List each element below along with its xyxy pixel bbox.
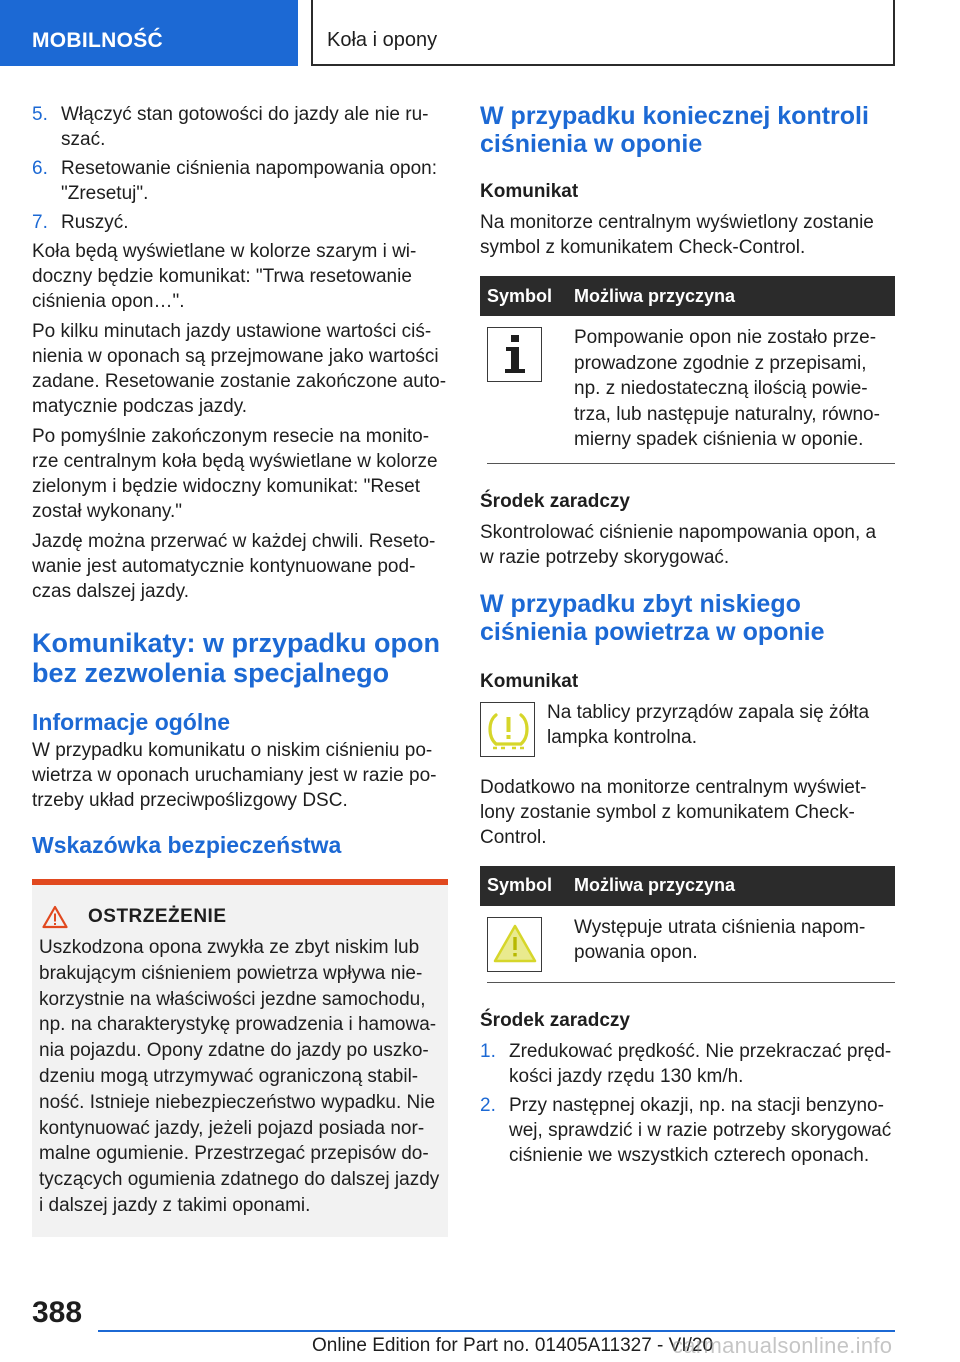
list-item <box>32 210 448 235</box>
list-item <box>480 1093 895 1168</box>
step-number: 7. <box>32 212 48 233</box>
column-header-cause: Możliwa przyczyna <box>574 285 736 306</box>
indicator-text: Na tablicy przyrządów zapala się żółta lampka kontrolna. <box>547 701 870 748</box>
step-text: Przy następnej okazji, np. na stacji benzyno-wej, sprawdzić i w razie potrzeby skorygować ciśnienie we wszystkich czterech oponach. <box>509 1094 892 1166</box>
indicator-row <box>480 700 895 757</box>
step-text: Resetowanie ciśnienia napompowania opon: "Zresetuj". <box>61 158 438 204</box>
watermark: carmanualsonline.info <box>672 1333 893 1358</box>
step-text: Włączyć stan gotowości do jazdy ale nie ru-szać. <box>61 104 429 150</box>
symbol-table-2 <box>480 866 895 983</box>
remedy-text: Skontrolować ciśnienie napompowania opon, a w razie potrzeby skorygować. <box>480 521 877 568</box>
table-header <box>480 866 895 906</box>
paragraph: Po pomyślnie zakończonym resecie na monito-rze centralnym koła będą wyświetlane w kolorze zielonym i będzie widoczny komunikat: "Reset został wykonany." <box>32 426 438 522</box>
message-label: Komunikat <box>480 670 579 692</box>
warning-box <box>32 879 448 1237</box>
cause-text: Występuje utrata ciśnienia napom-powania opon. <box>574 916 866 963</box>
paragraph: Po kilku minutach jazdy ustawione wartości ciś-nienia w oponach są przejmowane jako wartości zadane. Resetowanie zostanie zakończone auto-matycznie podczas jazdy. <box>32 321 447 417</box>
general-info-text: W przypadku komunikatu o niskim ciśnieniu po-wietrza w oponach uruchamiany jest w razie po-trzeby układ przeciwpoślizgowy DSC. <box>32 740 437 811</box>
footer-divider <box>98 1330 895 1332</box>
column-header-symbol: Symbol <box>487 285 553 306</box>
cause-text: Pompowanie opon nie zostało prze-prowadzone zgodnie z przepisami, np. z niedostateczną ilością powie-trza, lub następuje naturalny, równo-mierny spadek ciśnienia w oponie. <box>574 327 880 450</box>
right-column <box>480 102 895 1172</box>
table-row <box>487 316 895 464</box>
heading-safety-note: Wskazówka bezpieczeństwa <box>32 832 342 858</box>
message-text: Dodatkowo na monitorze centralnym wyświet-lony zostanie symbol z komunikatem Check-Control. <box>480 776 867 848</box>
tpms-warning-icon <box>480 702 535 757</box>
left-column <box>32 102 448 1237</box>
list-item <box>480 1039 895 1089</box>
column-header-symbol: Symbol <box>487 875 553 895</box>
heading-pressure-check: W przypadku koniecznej kontroli ciśnienia w oponie <box>480 102 869 158</box>
column-header-cause: Możliwa przyczyna <box>574 875 736 895</box>
info-icon <box>487 327 542 382</box>
step-number: 2. <box>480 1094 496 1116</box>
edition-text: Online Edition for Part no. 01405A11327 - VI/20 <box>312 1335 714 1356</box>
list-item <box>32 156 448 206</box>
warning-title: OSTRZEŻENIE <box>88 906 227 927</box>
message-text: Na monitorze centralnym wyświetlony zostanie symbol z komunikatem Check-Control. <box>480 212 874 258</box>
symbol-table-1 <box>480 276 895 464</box>
warning-text: Uszkodzona opona zwykła ze zbyt niskim lub brakującym ciśnieniem powietrza wpływa nie-korzystnie na właściwości jezdne samochodu, np. na charakterystykę prowadzenia i hamowa-nia pojazdu. Opony zdatne do jazdy po uszko-dzeniu mogą utrzymywać ograniczoną stabil-ność. Istnieje niebezpieczeństwo wypadku. Nie kontynuować jazdy, jeżeli pojazd posiada nor-malne ogumienie. Przestrzegać przepisów do-tyczących ogumienia zdatnego do dalszej jazdy i dalszej jazdy z takimi oponami. <box>39 937 440 1216</box>
table-header <box>480 276 895 316</box>
chapter-title: Koła i opony <box>327 29 438 51</box>
step-text: Zredukować prędkość. Nie przekraczać pręd-kości jazdy rzędu 130 km/h. <box>509 1040 892 1087</box>
remedy-label: Środek zaradczy <box>480 490 630 512</box>
message-label: Komunikat <box>480 181 579 202</box>
table-row <box>487 906 895 983</box>
warning-title-row <box>39 905 440 929</box>
heading-messages: Komunikaty: w przypadku opon bez zezwolenia specjalnego <box>32 628 441 688</box>
warning-triangle-icon <box>42 905 68 929</box>
symbol-cell <box>487 325 574 453</box>
section-title: MOBILNOŚĆ <box>32 29 164 52</box>
remedy-label: Środek zaradczy <box>480 1009 630 1031</box>
warning-triangle-icon <box>487 917 542 972</box>
paragraph: Jazdę można przerwać w każdej chwili. Reseto-wanie jest automatycznie kontynuowane pod-czas dalszej jazdy. <box>32 531 436 602</box>
step-number: 5. <box>32 104 48 125</box>
heading-low-pressure: W przypadku zbyt niskiego ciśnienia powietrza w oponie <box>480 589 825 646</box>
remedy-steps-list <box>480 1039 895 1168</box>
step-text: Ruszyć. <box>61 212 129 233</box>
step-number: 1. <box>480 1040 496 1062</box>
paragraph: Koła będą wyświetlane w kolorze szarym i wi-doczny będzie komunikat: "Trwa resetowanie ciśnienia opon…". <box>32 241 417 312</box>
reset-steps-list <box>32 102 448 235</box>
chapter-header <box>311 0 895 66</box>
step-number: 6. <box>32 158 48 179</box>
section-tab <box>0 0 298 66</box>
symbol-cell <box>487 915 574 972</box>
page-number: 388 <box>32 1296 83 1329</box>
list-item <box>32 102 448 152</box>
heading-general-info: Informacje ogólne <box>32 709 231 735</box>
